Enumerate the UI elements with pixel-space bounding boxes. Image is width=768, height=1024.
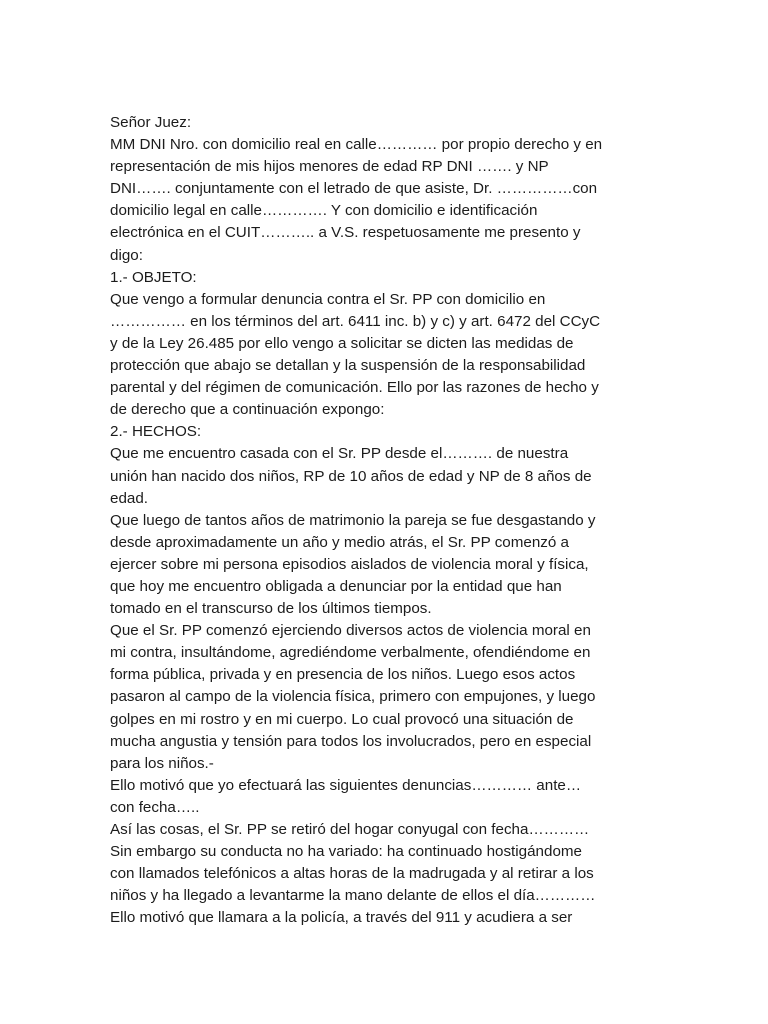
text-line: Que el Sr. PP comenzó ejerciendo diversos actos de violencia moral en — [110, 622, 591, 640]
text-line: niños y ha llegado a levantarme la mano delante de ellos el día………… — [110, 887, 596, 905]
text-line: MM DNI Nro. con domicilio real en calle………… por propio derecho y en — [110, 136, 603, 154]
text-line: de derecho que a continuación expongo: — [110, 401, 385, 419]
text-line: Así las cosas, el Sr. PP se retiró del hogar conyugal con fecha………… — [110, 821, 590, 838]
text-line: electrónica en el CUIT……….. a V.S. respetuosamente me presento y — [110, 224, 581, 242]
section-heading-hechos: 2.- HECHOS: — [110, 423, 202, 441]
text-line: mucha angustia y tensión para todos los involucrados, pero en especial — [110, 732, 592, 750]
text-line: golpes en mi rostro y en mi cuerpo. Lo cual provocó una situación de — [110, 710, 574, 728]
text-line: forma pública, privada y en presencia de los niños. Luego esos actos — [110, 666, 576, 684]
text-line: Que me encuentro casada con el Sr. PP desde el………. de nuestra — [110, 445, 569, 463]
text-line: edad. — [110, 489, 149, 507]
text-line: Ello motivó que yo efectuará las siguientes denuncias………… ante… — [110, 776, 582, 794]
text-line: DNI……. conjuntamente con el letrado de que asiste, Dr. ……………con — [110, 180, 598, 198]
text-line: que hoy me encuentro obligada a denunciar por la entidad que han — [110, 577, 562, 595]
text-line: parental y del régimen de comunicación. Ello por las razones de hecho y — [110, 379, 599, 397]
text-line: ejercer sobre mi persona episodios aislados de violencia moral y física, — [110, 555, 589, 573]
text-line: con fecha….. — [110, 798, 200, 816]
text-line: Que vengo a formular denuncia contra el Sr. PP con domicilio en — [110, 290, 546, 308]
text-line: domicilio legal en calle…………. Y con domicilio e identificación — [110, 202, 538, 220]
document-body — [110, 112, 650, 929]
salutation-line: Señor Juez: — [110, 114, 192, 131]
text-line: y de la Ley 26.485 por ello vengo a solicitar se dicten las medidas de — [110, 334, 574, 352]
text-line: desde aproximadamente un año y medio atrás, el Sr. PP comenzó a — [110, 533, 569, 551]
text-line: …………… en los términos del art. 6411 inc. b) y c) y art. 6472 del CCyC — [110, 312, 601, 330]
text-line: para los niños.- — [110, 754, 214, 772]
text-line: con llamados telefónicos a altas horas de la madrugada y al retirar a los — [110, 865, 594, 883]
text-line: Ello motivó que llamara a la policía, a través del 911 y acudiera a ser — [110, 909, 573, 927]
text-line: digo: — [110, 246, 143, 264]
text-line: mi contra, insultándome, agrediéndome verbalmente, ofendiéndome en — [110, 644, 591, 662]
text-line: representación de mis hijos menores de edad RP DNI ……. y NP — [110, 158, 549, 176]
text-line: Sin embargo su conducta no ha variado: ha continuado hostigándome — [110, 843, 582, 861]
text-line: unión han nacido dos niños, RP de 10 años de edad y NP de 8 años de — [110, 467, 592, 485]
text-line: protección que abajo se detallan y la suspensión de la responsabilidad — [110, 357, 586, 375]
text-line: Que luego de tantos años de matrimonio la pareja se fue desgastando y — [110, 511, 596, 529]
section-heading-objeto: 1.- OBJETO: — [110, 268, 197, 286]
text-line: pasaron al campo de la violencia física, primero con empujones, y luego — [110, 688, 596, 706]
text-line: tomado en el transcurso de los últimos tiempos. — [110, 600, 432, 618]
